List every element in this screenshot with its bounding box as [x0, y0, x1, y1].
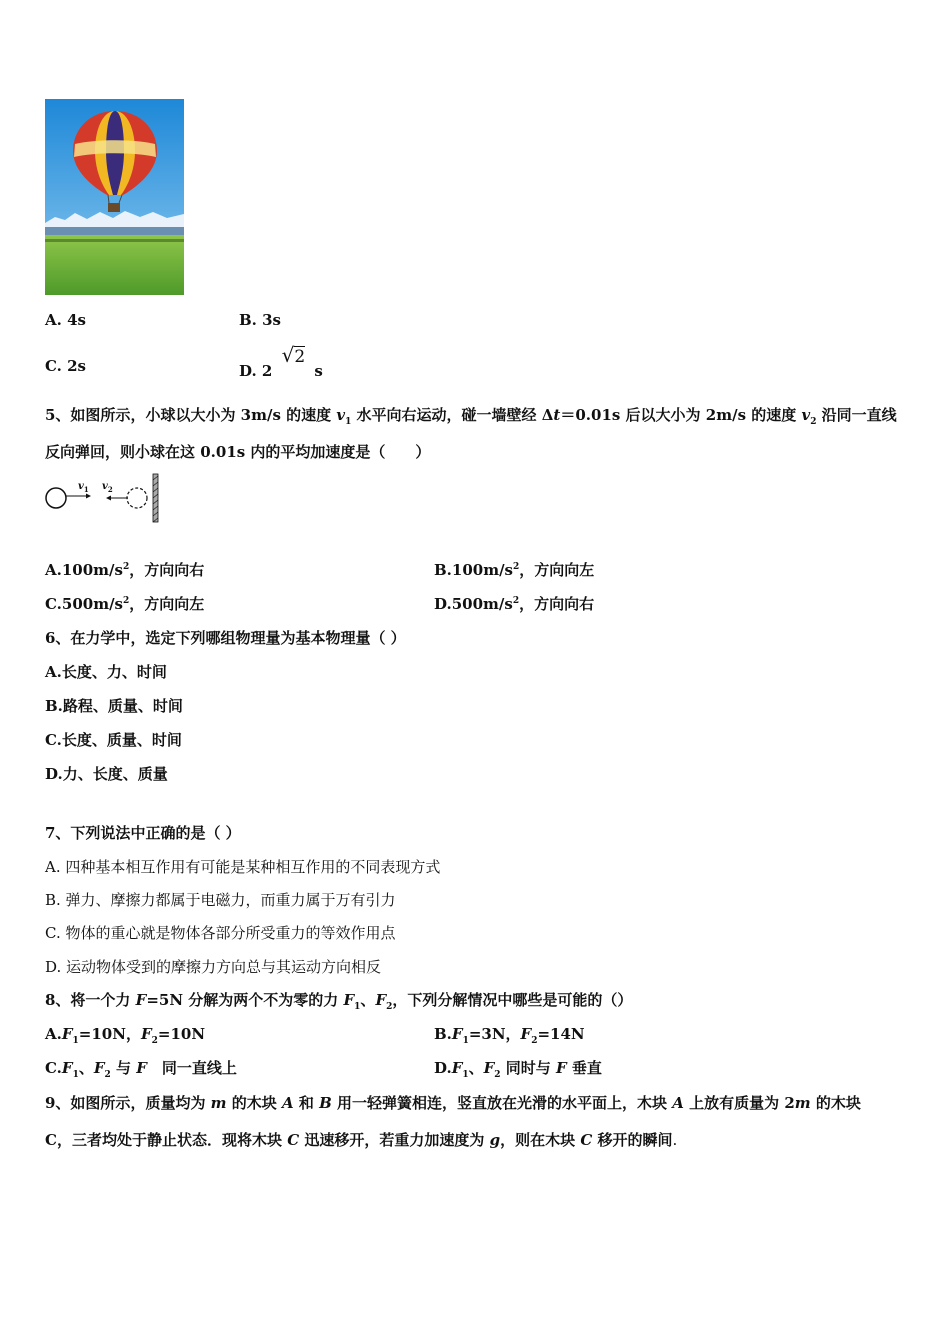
balloon-basket [108, 203, 120, 212]
balloon-image [45, 99, 184, 295]
q5-stem-line1: 5、如图所示，小球以大小为 3m/s 的速度 $v_1$ 水平向右运动，碰一墙壁经 Δt＝0.01s 后以大小为 2m/s 的速度 $v_2$ 沿同一直线 [45, 406, 897, 427]
q4-option-d-unit: s [314, 362, 323, 380]
q8-option-c[interactable]: $C.F_1$、$F_2$ 与 F 同一直线上 [45, 1059, 237, 1080]
q6-option-d[interactable]: D.力、长度、质量 [45, 765, 168, 783]
wall [153, 474, 158, 522]
hot-air-balloon-photo [45, 99, 184, 295]
ball-solid [46, 488, 66, 508]
q6-stem: 6、在力学中，选定下列哪组物理量为基本物理量（ ） [45, 629, 406, 647]
q5-option-d[interactable]: $D.500m/s^2$，方向向右 [434, 595, 595, 613]
q5-option-b[interactable]: $B.100m/s^2$，方向向左 [434, 561, 595, 579]
q6-option-c[interactable]: C.长度、质量、时间 [45, 731, 182, 749]
q4-option-b[interactable]: B. 3s [239, 311, 282, 329]
q6-option-b[interactable]: B.路程、质量、时间 [45, 697, 183, 715]
q8-option-b[interactable]: $B.F_1=3N$，$F_2=14N$ [434, 1025, 585, 1046]
q5-ball-wall-diagram [44, 472, 164, 524]
q7-option-a[interactable]: A. 四种基本相互作用有可能是某种相互作用的不同表现方式 [45, 858, 441, 876]
q8-option-d[interactable]: $D.F_1$、$F_2$ 同时与 F 垂直 [434, 1059, 602, 1080]
q8-stem: 8、将一个力 F=5N 分解为两个不为零的力 $F_1$、$F_2$，下列分解情况中哪些是可能的（） [45, 991, 633, 1012]
q5-option-a[interactable]: $A.100m/s^2$，方向向右 [45, 561, 205, 579]
q4-option-d-prefix: D. 2 [239, 362, 273, 380]
q4-option-d[interactable] [239, 343, 323, 380]
q8-option-a[interactable]: $A.F_1=10N$，$F_2=10N$ [45, 1025, 206, 1046]
q4-option-a[interactable]: A. 4s [45, 311, 86, 329]
fig-v1-label: $v_1$ [78, 481, 89, 494]
q7-option-b[interactable]: B. 弹力、摩擦力都属于电磁力，而重力属于万有引力 [45, 891, 396, 909]
q7-stem: 7、下列说法中正确的是（ ） [45, 824, 241, 842]
ball-dashed [127, 488, 147, 508]
fig-v2-label: $v_2$ [102, 481, 113, 494]
q7-option-d[interactable]: D. 运动物体受到的摩擦力方向总与其运动方向相反 [45, 958, 382, 976]
q5-option-c[interactable]: $C.500m/s^2$，方向向左 [45, 595, 205, 613]
q9-stem-line1: 9、如图所示，质量均为 m 的木块 A 和 B 用一轻弹簧相连，竖直放在光滑的水平面上，木块 A 上放有质量为 2m 的木块 [45, 1094, 861, 1112]
q4-option-c[interactable]: C. 2s [45, 357, 87, 375]
sqrt-symbol: √2 [281, 343, 306, 367]
q5-stem-line2: 反向弹回，则小球在这 0.01s 内的平均加速度是（ ） [45, 443, 431, 461]
q7-option-c[interactable]: C. 物体的重心就是物体各部分所受重力的等效作用点 [45, 924, 396, 942]
sqrt-radicand: 2 [294, 347, 306, 367]
q9-stem-line2: C，三者均处于静止状态．现将木块 C 迅速移开，若重力加速度为 g，则在木块 C 移开的瞬间. [45, 1131, 678, 1149]
q6-option-a[interactable]: A.长度、力、时间 [45, 663, 167, 681]
